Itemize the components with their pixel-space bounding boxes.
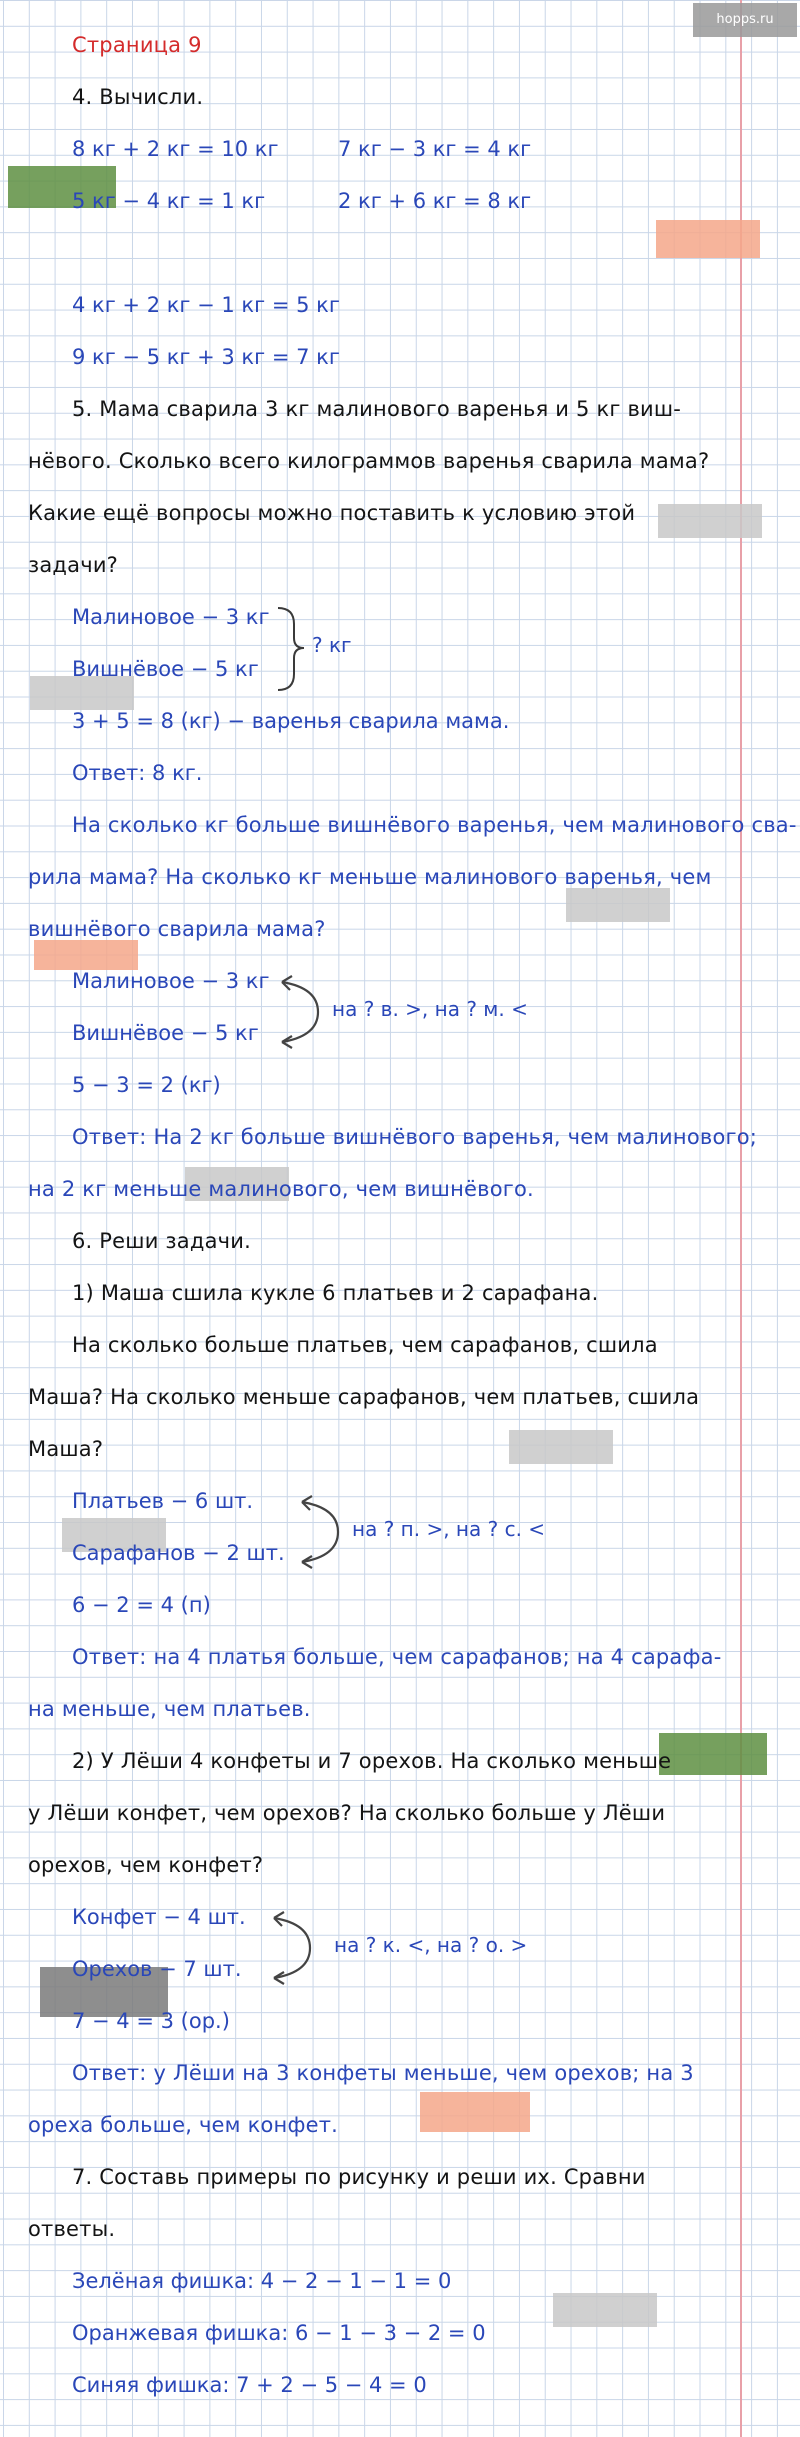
task4-eq2: 7 кг − 3 кг = 4 кг <box>338 137 532 161</box>
task6-p2-solution: 7 − 4 = 3 (ор.) <box>72 2009 230 2033</box>
task6-p1-line1: 1) Маша сшила кукле 6 платьев и 2 сарафана. <box>72 1281 599 1305</box>
task6-p2-line2: у Лёши конфет, чем орехов? На сколько больше у Лёши <box>28 1801 666 1825</box>
compare-arrow-icon-2 <box>290 1488 350 1578</box>
task5-line3: Какие ещё вопросы можно поставить к условию этой <box>28 501 636 525</box>
task5-line4: задачи? <box>28 553 119 577</box>
task7-line2: ответы. <box>28 2217 116 2241</box>
task6-p1-solution: 6 − 2 = 4 (п) <box>72 1593 211 1617</box>
task6-p1-arrow-label: на ? п. >, на ? с. < <box>352 1517 546 1541</box>
watermark-top-right: hopps.ru <box>693 3 797 37</box>
task6-p1-answer2: на меньше, чем платьев. <box>28 1697 311 1721</box>
task6-title: 6. Реши задачи. <box>72 1229 251 1253</box>
task5-solution: 3 + 5 = 8 (кг) − варенья сварила мама. <box>72 709 510 733</box>
task5-cond2: Вишнёвое − 5 кг <box>72 657 259 681</box>
task7-orange: Оранжевая фишка: 6 − 1 − 3 − 2 = 0 <box>72 2321 486 2345</box>
watermark-grey-7 <box>553 2293 657 2327</box>
compare-arrow-icon-3 <box>262 1904 322 1994</box>
watermark-orange-1 <box>656 220 760 258</box>
task4-eq6: 9 кг − 5 кг + 3 кг = 7 кг <box>72 345 340 369</box>
task4-eq5: 4 кг + 2 кг − 1 кг = 5 кг <box>72 293 340 317</box>
task4-title: 4. Вычисли. <box>72 85 204 109</box>
task5-cond1: Малиновое − 3 кг <box>72 605 270 629</box>
task6-p2-line3: орехов, чем конфет? <box>28 1853 264 1877</box>
task5-answer2-line1: Ответ: На 2 кг больше вишнёвого варенья, чем малинового; <box>72 1125 758 1149</box>
task5-question-line1: На сколько кг больше вишнёвого варенья, чем малинового сва- <box>72 813 797 837</box>
task6-p1-cond1: Платьев − 6 шт. <box>72 1489 254 1513</box>
task5-line2: нёвого. Сколько всего килограммов варенья сварила мама? <box>28 449 710 473</box>
task5-solution2: 5 − 3 = 2 (кг) <box>72 1073 221 1097</box>
compare-arrow-icon <box>270 968 330 1058</box>
task6-p2-cond2: Орехов − 7 шт. <box>72 1957 242 1981</box>
task5-question-line2: рила мама? На сколько кг меньше малинового варенья, чем <box>28 865 712 889</box>
task6-p2-line1: 2) У Лёши 4 конфеты и 7 орехов. На сколько меньше <box>72 1749 672 1773</box>
task6-p1-line2: На сколько больше платьев, чем сарафанов, сшила <box>72 1333 658 1357</box>
task6-p1-answer1: Ответ: на 4 платья больше, чем сарафанов; на 4 сарафа- <box>72 1645 722 1669</box>
task5-question-line3: вишнёвого сварила мама? <box>28 917 326 941</box>
task7-green: Зелёная фишка: 4 − 2 − 1 − 1 = 0 <box>72 2269 452 2293</box>
task4-eq4: 2 кг + 6 кг = 8 кг <box>338 189 532 213</box>
task6-p2-answer2: ореха больше, чем конфет. <box>28 2113 339 2137</box>
task5-answer2-line2: на 2 кг меньше малинового, чем вишнёвого. <box>28 1177 534 1201</box>
task5-brace-label: ? кг <box>312 633 352 657</box>
task5-line1: 5. Мама сварила 3 кг малинового варенья и 5 кг виш- <box>72 397 682 421</box>
task5-answer: Ответ: 8 кг. <box>72 761 203 785</box>
task6-p2-cond1: Конфет − 4 шт. <box>72 1905 246 1929</box>
task6-p2-answer1: Ответ: у Лёши на 3 конфеты меньше, чем орехов; на 3 <box>72 2061 694 2085</box>
task5-arrow-label: на ? в. >, на ? м. < <box>332 997 528 1021</box>
task6-p2-arrow-label: на ? к. <, на ? о. > <box>334 1933 528 1957</box>
page-heading: Страница 9 <box>72 33 202 57</box>
task7-line1: 7. Составь примеры по рисунку и реши их. Сравни <box>72 2165 646 2189</box>
task7-blue: Синяя фишка: 7 + 2 − 5 − 4 = 0 <box>72 2373 427 2397</box>
task6-p1-line3: Маша? На сколько меньше сарафанов, чем платьев, сшила <box>28 1385 700 1409</box>
task5-cond3: Малиновое − 3 кг <box>72 969 270 993</box>
task5-cond4: Вишнёвое − 5 кг <box>72 1021 259 1045</box>
task4-eq1: 8 кг + 2 кг = 10 кг <box>72 137 279 161</box>
brace-icon <box>272 604 312 694</box>
task6-p1-cond2: Сарафанов − 2 шт. <box>72 1541 285 1565</box>
task6-p1-line4: Маша? <box>28 1437 104 1461</box>
task4-eq3: 5 кг − 4 кг = 1 кг <box>72 189 266 213</box>
